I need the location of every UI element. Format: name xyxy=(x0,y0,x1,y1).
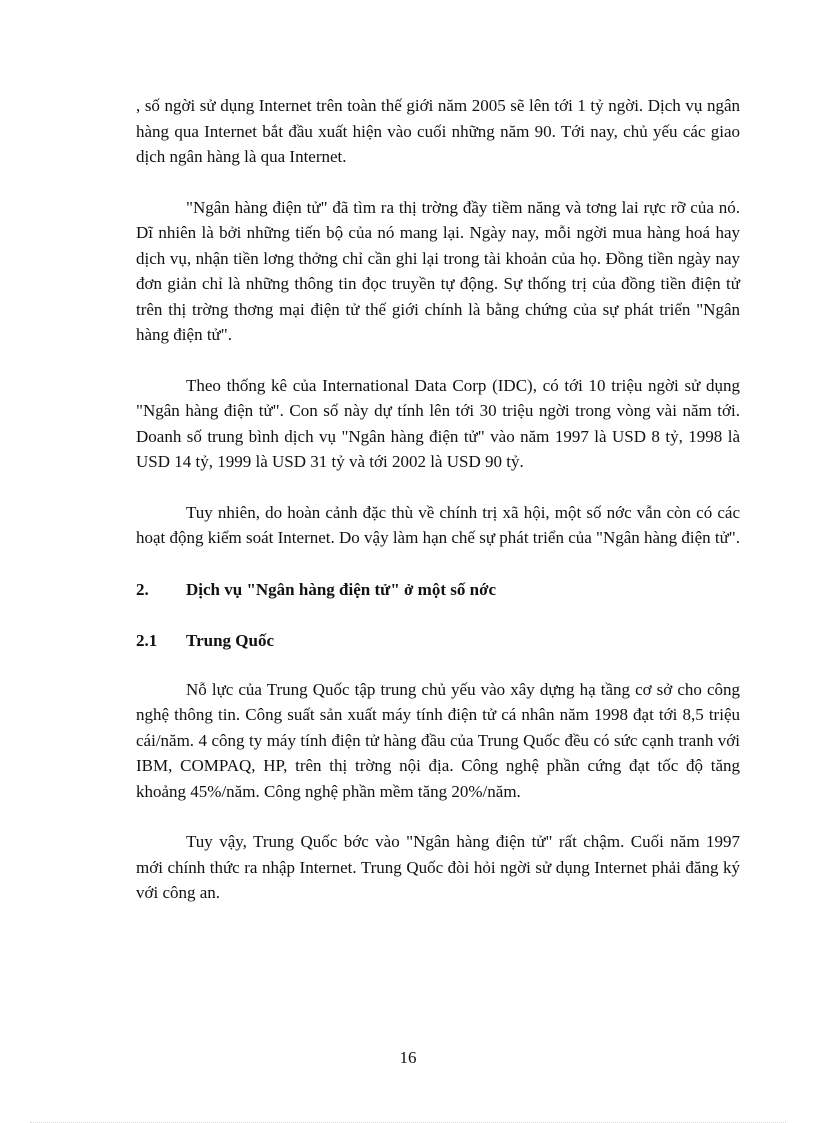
paragraph-e-banking-market: "Ngân hàng điện tử" đã tìm ra thị trờng đầy tiềm năng và tơng lai rực rỡ của nó. Dĩ nhiên là bởi những tiến bộ của nó mang lại. Ngày nay, mỗi ngời mua hàng hoá hay dịch vụ, nhận tiền lơng thởng chỉ cần ghi lại trong tài khoản của họ. Đồng tiền ngày nay đơn giản chỉ là những thông tin đọc truyền tự động. Sự thống trị của đồng tiền điện tử trên thị trờng thơng mại điện tử thế giới chính là bằng chứng của sự phát triển "Ngân hàng điện tử". xyxy=(136,197,740,344)
page-number: 16 xyxy=(399,1048,417,1067)
paragraph-china-it-infrastructure: Nỗ lực của Trung Quốc tập trung chủ yếu vào xây dựng hạ tầng cơ sở cho công nghệ thông tin. Công suất sản xuất máy tính điện tử cá nhân năm 1998 đạt tới 8,5 triệu cái/năm. 4 công ty máy tính điện tử hàng đầu của Trung Quốc đều có sức cạnh tranh với IBM, COMPAQ, HP, trên thị trờng nội địa. Công nghệ phần cứng đạt tốc độ tăng khoảng 45%/năm. Công nghệ phần mềm tăng 20%/năm. xyxy=(136,679,740,801)
section-2-title: Dịch vụ "Ngân hàng điện tử" ở một số nớc xyxy=(186,579,497,599)
document-page xyxy=(136,93,740,906)
paragraph-internet-users: , số ngời sử dụng Internet trên toàn thế giới năm 2005 sẽ lên tới 1 tỷ ngời. Dịch vụ ngân hàng qua Internet bắt đầu xuất hiện vào cuối những năm 90. Tới nay, chủ yếu các giao dịch ngân hàng là qua Internet. xyxy=(136,96,740,166)
paragraph-idc-statistics: Theo thống kê của International Data Corp (IDC), có tới 10 triệu ngời sử dụng "Ngân hàng điện tử". Con số này dự tính lên tới 30 triệu ngời trong vòng vài năm tới. Doanh số trung bình dịch vụ "Ngân hàng điện tử" vào năm 1997 là USD 8 tỷ, 1998 là USD 14 tỷ, 1999 là USD 31 tỷ và tới 2002 là USD 90 tỷ. xyxy=(136,375,740,471)
section-2-1-number: 2.1 xyxy=(136,630,158,650)
section-2-number: 2. xyxy=(136,579,149,599)
section-2-1-title: Trung Quốc xyxy=(186,630,275,650)
section-2-heading xyxy=(136,577,740,602)
paragraph-china-e-banking: Tuy vậy, Trung Quốc bớc vào "Ngân hàng điện tử" rất chậm. Cuối năm 1997 mới chính thức ra nhập Internet. Trung Quốc đòi hỏi ngời sử dụng Internet phải đăng ký với công an. xyxy=(136,832,740,902)
section-2-1-heading xyxy=(136,628,740,653)
paragraph-internet-control: Tuy nhiên, do hoàn cảnh đặc thù về chính trị xã hội, một số nớc vẫn còn có các hoạt động kiểm soát Internet. Do vậy làm hạn chế sự phát triển của "Ngân hàng điện tử". xyxy=(136,502,740,547)
